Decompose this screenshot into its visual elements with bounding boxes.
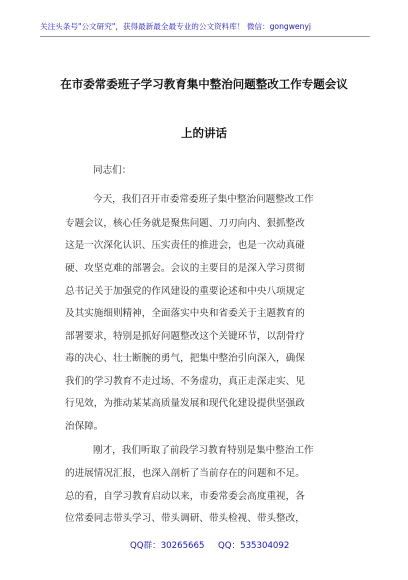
body-line: 硬、攻坚克难的部署会。会议的主要目的是深入学习贯彻 — [65, 263, 305, 274]
salutation: 同志们： — [93, 165, 132, 176]
body-line: 刚才，我们听取了前段学习教育特别是集中整治工作 — [93, 445, 314, 456]
body-line: 专题会议，核心任务就是聚焦问题、刀刃向内、狠抓整改 — [65, 218, 305, 229]
header-banner: 关注头条号"公文研究"，获得最新最全最专业的公文资料库！ 微信：gongwenyj — [40, 18, 370, 37]
body-line: 这是一次深化认识、压实责任的推进会，也是一次动真碰 — [65, 240, 305, 251]
document-title: 在市委常委班子学习教育集中整治问题整改工作专题会议 — [60, 77, 348, 91]
footer — [0, 539, 408, 553]
body-line: 我们的学习教育不走过场、不务虚功，真正走深走实、见 — [65, 376, 305, 387]
body-line: 总书记关于加强党的作风建设的重要论述和中央八项规定 — [65, 286, 305, 297]
body-line: 总的看，自学习教育启动以来，市委常委会高度重视，各 — [65, 491, 305, 502]
body-line: 的进展情况汇报，也深入剖析了当前存在的问题和不足。 — [65, 468, 305, 479]
body-line: 治保障。 — [65, 421, 104, 432]
footer-qq-contact: QQ：535304092 — [218, 541, 290, 551]
body-line: 位常委同志带头学习、带头调研、带头检视、带头整改， — [65, 513, 305, 524]
body-line: 及其实施细则精神，全面落实中央和省委关于主题教育的 — [65, 308, 305, 319]
body-line: 今天，我们召开市委常委班子集中整治问题整改工作 — [93, 194, 314, 205]
document-title-continued: 上的讲话 — [181, 126, 227, 140]
footer-qq-group: QQ群：30265665 — [130, 541, 205, 551]
body-line: 部署要求，特别是抓好问题整改这个关键环节，以刮骨疗 — [65, 331, 305, 342]
body-line: 毒的决心、壮士断腕的勇气，把集中整治引向深入，确保 — [65, 353, 305, 364]
body-line: 行见效，为推动某某高质量发展和现代化建设提供坚强政 — [65, 398, 305, 409]
